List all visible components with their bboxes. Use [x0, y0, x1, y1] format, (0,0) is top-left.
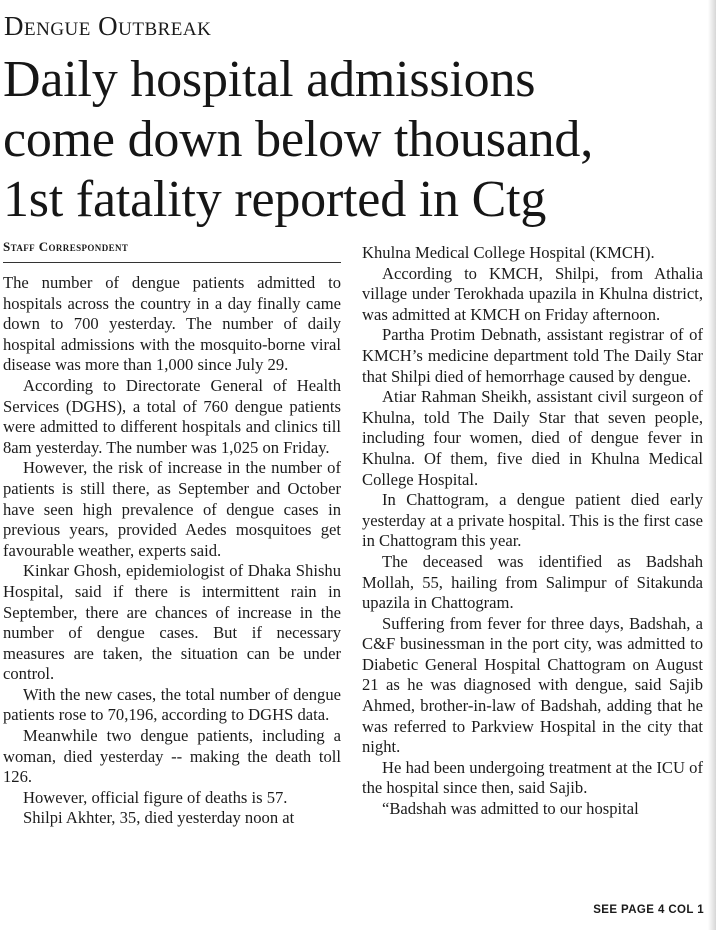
- headline-line-1: Daily hospital admissions: [3, 51, 536, 108]
- paragraph: Khulna Medical College Hospital (KMCH).: [362, 243, 655, 262]
- paragraph: According to KMCH, Shilpi, from Athalia village under Terokhada upazila in Khulna district, was admitted at KMCH on Friday afternoon.: [362, 263, 703, 324]
- page-fold-shadow: [708, 0, 716, 930]
- article-column-left: [3, 273, 341, 829]
- paragraph: However, official figure of deaths is 57.: [23, 787, 288, 807]
- article-column-right: [362, 243, 703, 820]
- paragraph: In Chattogram, a dengue patient died early yesterday at a private hospital. This is the first case in Chattogram this year.: [362, 490, 703, 551]
- headline: [3, 50, 715, 230]
- paragraph: The deceased was identified as Badshah Mollah, 55, hailing from Salimpur of Sitakunda upazila in Chattogram.: [362, 551, 703, 613]
- headline-line-3: 1st fatality reported in Ctg: [3, 171, 547, 228]
- paragraph: According to Directorate General of Health Services (DGHS), a total of 760 dengue patients were admitted to different hospitals and clinics till 8am yesterday. The number was 1,025 on Friday.: [3, 375, 341, 457]
- continued-jump-line[interactable]: SEE PAGE 4 COL 1: [593, 904, 704, 916]
- byline: Staff Correspondent: [3, 238, 341, 263]
- paragraph: The number of dengue patients admitted to hospitals across the country in a day finally came down to 700 yesterday. The number of daily hospital admissions with the mosquito-borne viral disease was more than 1,000 since July 29.: [3, 273, 341, 375]
- paragraph: He had been undergoing treatment at the ICU of the hospital since then, said Sajib.: [362, 757, 703, 798]
- paragraph: Suffering from fever for three days, Badshah, a C&F businessman in the port city, was admitted to Diabetic General Hospital Chattogram on August 21 as he was diagnosed with dengue, said Sajib Ahmed, brother-in-law of Badshah, adding that he was referred to Parkview Hospital in the city that night.: [362, 613, 703, 757]
- paragraph: “Badshah was admitted to our hospital: [382, 799, 639, 819]
- paragraph: Partha Protim Debnath, assistant registrar of of KMCH’s medicine department told The Daily Star that Shilpi died of hemorrhage caused by dengue.: [362, 325, 703, 386]
- headline-line-2: come down below thousand,: [3, 111, 594, 168]
- paragraph: Meanwhile two dengue patients, including a woman, died yesterday -- making the death toll 126.: [3, 726, 341, 787]
- section-kicker: Dengue Outbreak: [4, 11, 212, 41]
- paragraph: However, the risk of increase in the number of patients is still there, as September and October have seen high prevalence of dengue cases in previous years, provided Aedes mosquitoes get favourable weather, experts said.: [3, 458, 341, 560]
- paragraph: With the new cases, the total number of dengue patients rose to 70,196, according to DGHS data.: [3, 684, 341, 725]
- paragraph: Shilpi Akhter, 35, died yesterday noon at: [23, 808, 295, 828]
- paragraph: Atiar Rahman Sheikh, assistant civil surgeon of Khulna, told The Daily Star that seven people, including four women, died of dengue fever in Khulna. Of them, five died in Khulna Medical College Hospital.: [362, 387, 703, 489]
- paragraph: Kinkar Ghosh, epidemiologist of Dhaka Shishu Hospital, said if there is intermittent rain in September, there are chances of increase in the number of dengue cases. But if necessary measures are taken, the situation can be under control.: [3, 561, 341, 684]
